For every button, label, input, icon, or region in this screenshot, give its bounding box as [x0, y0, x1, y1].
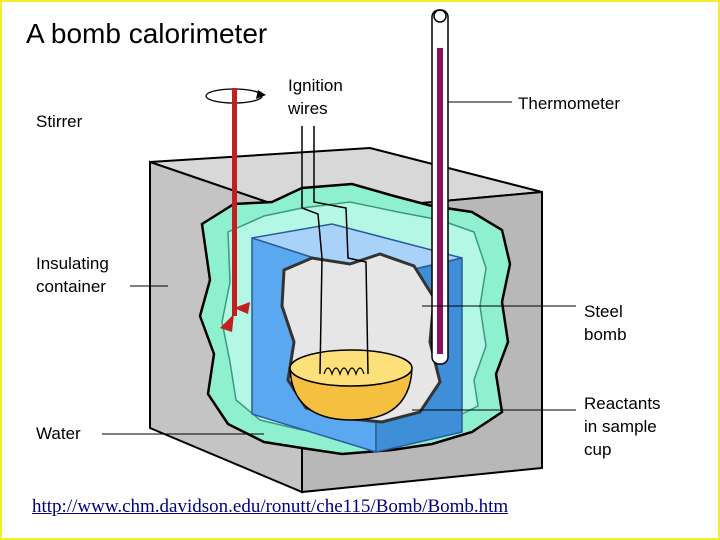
thermometer-mercury	[437, 48, 443, 354]
label-reactants: Reactants in sample cup	[584, 394, 661, 459]
label-thermometer: Thermometer	[518, 94, 621, 113]
label-insulating-container: Insulating container	[36, 254, 109, 296]
thermometer-top-bulb	[434, 10, 446, 22]
source-link[interactable]: http://www.chm.davidson.edu/ronutt/che115/Bomb/Bomb.htm	[32, 496, 509, 517]
label-ignition-wires: Ignition wires	[288, 76, 343, 118]
slide-title: A bomb calorimeter	[26, 18, 268, 49]
label-steel-bomb: Steel bomb	[584, 302, 627, 344]
stirrer-shaft	[232, 88, 237, 316]
label-stirrer: Stirrer	[36, 112, 83, 131]
label-water: Water	[36, 424, 81, 443]
